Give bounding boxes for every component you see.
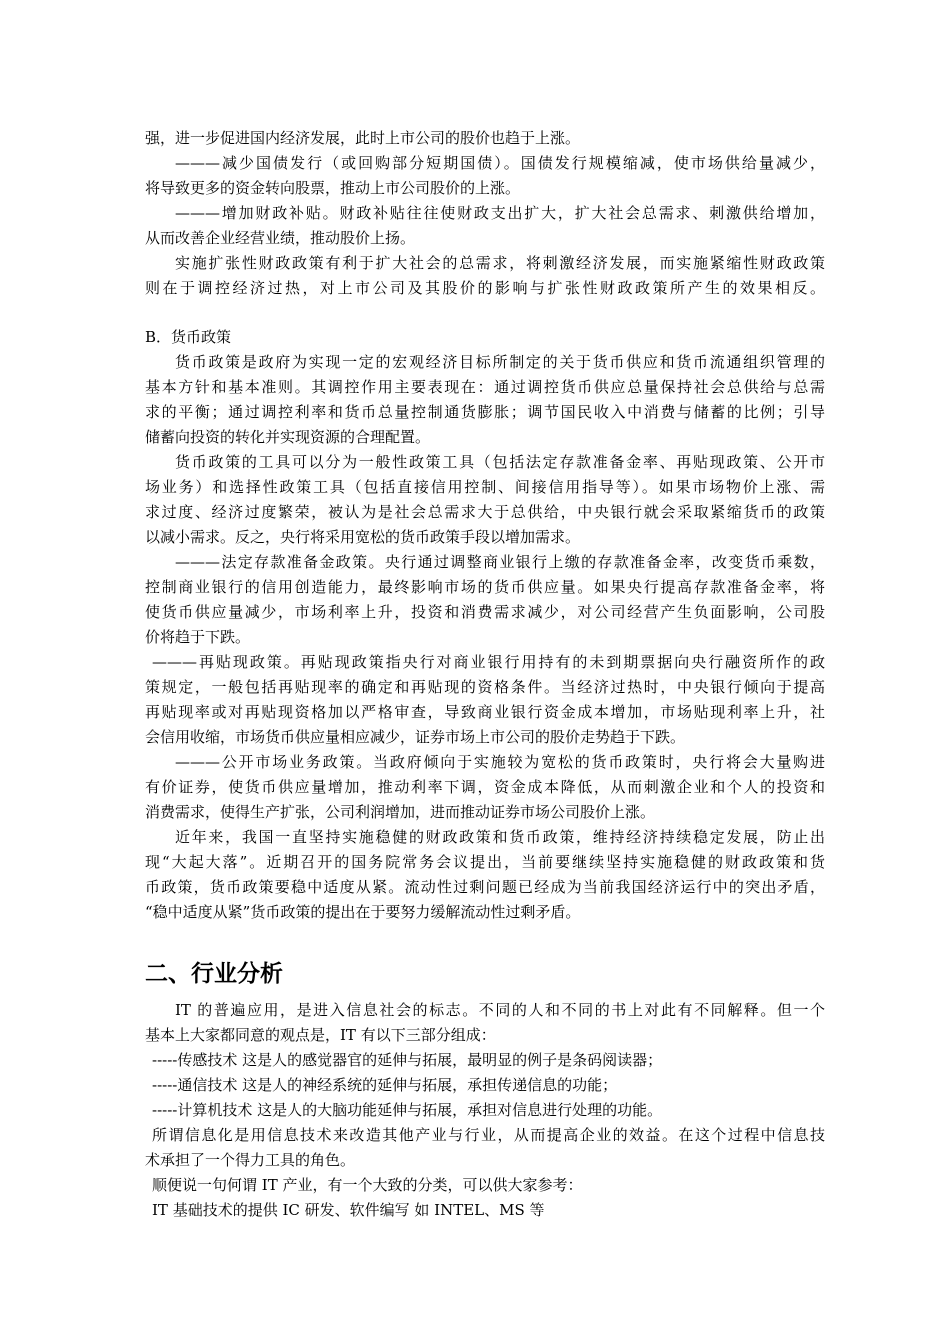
text-line: “稳中适度从紧”货币政策的提出在于要努力缓解流动性过剩矛盾。 <box>145 903 581 921</box>
section-heading: 二、行业分析 <box>145 961 283 987</box>
text-line: 价将趋于下跌。 <box>145 628 251 646</box>
text-line: 求过度、经济过度繁荣，被认为是社会总需求大于总供给，中央银行就会采取紧缩货币的政策 <box>145 503 825 521</box>
text-line: ———减少国债发行（或回购部分短期国债）。国债发行规模缩减，使市场供给量减少， <box>175 154 825 172</box>
text-line: 从而改善企业经营业绩，推动股价上扬。 <box>145 229 416 247</box>
text-line: IT 的普遍应用，是进入信息社会的标志。不同的人和不同的书上对此有不同解释。但一个 <box>175 1001 825 1019</box>
text-line: 再贴现率或对再贴现资格加以严格审查，导致商业银行资金成本增加，市场贴现利率上升，社 <box>145 703 825 721</box>
text-line: 储蓄向投资的转化并实现资源的合理配置。 <box>145 428 431 446</box>
text-line: 策规定，一般包括再贴现率的确定和再贴现的资格条件。当经济过热时，中央银行倾向于提高 <box>145 678 825 696</box>
text-line: ———法定存款准备金政策。央行通过调整商业银行上缴的存款准备金率，改变货币乘数， <box>175 553 825 571</box>
text-line: 有价证券，使货币供应量增加，推动利率下调，资金成本降低，从而刺激企业和个人的投资和 <box>145 778 825 796</box>
text-line: 会信用收缩，市场货币供应量相应减少，证券市场上市公司的股价走势趋于下跌。 <box>145 728 686 746</box>
text-line: 近年来，我国一直坚持实施稳健的财政政策和货币政策，维持经济持续稳定发展，防止出 <box>175 828 825 846</box>
text-line: 实施扩张性财政政策有利于扩大社会的总需求，将刺激经济发展，而实施紧缩性财政政策 <box>175 254 825 272</box>
text-line: 消费需求，使得生产扩张，公司利润增加，进而推动证券市场公司股价上涨。 <box>145 803 656 821</box>
text-line: 控制商业银行的信用创造能力，最终影响市场的货币供应量。如果央行提高存款准备金率，将 <box>145 578 825 596</box>
text-line: 所谓信息化是用信息技术来改造其他产业与行业，从而提高企业的效益。在这个过程中信息技 <box>152 1126 825 1144</box>
text-line: 货币政策的工具可以分为一般性政策工具（包括法定存款准备金率、再贴现政策、公开市 <box>175 453 825 471</box>
list-item: -----通信技术 这是人的神经系统的延伸与拓展，承担传递信息的功能； <box>152 1076 618 1094</box>
text-line: 现“大起大落”。近期召开的国务院常务会议提出，当前要继续坚持实施稳健的财政政策和货 <box>145 853 825 871</box>
text-line: 币政策，货币政策要稳中适度从紧。流动性过剩问题已经成为当前我国经济运行中的突出矛盾， <box>145 878 825 896</box>
section-label: B．货币政策 <box>145 328 232 346</box>
list-item: -----传感技术 这是人的感觉器官的延伸与拓展，最明显的例子是条码阅读器； <box>152 1051 663 1069</box>
text-line: 强，进一步促进国内经济发展，此时上市公司的股价也趋于上涨。 <box>145 129 581 147</box>
list-item: -----计算机技术 这是人的大脑功能延伸与拓展，承担对信息进行处理的功能。 <box>152 1101 663 1119</box>
text-line: 将导致更多的资金转向股票，推动上市公司股价的上涨。 <box>145 179 521 197</box>
text-line: ———再贴现政策。再贴现政策指央行对商业银行用持有的未到期票据向央行融资所作的政 <box>152 653 825 671</box>
text-line: 则在于调控经济过热，对上市公司及其股价的影响与扩张性财政政策所产生的效果相反。 <box>145 279 825 297</box>
text-line: 基本上大家都同意的观点是，IT 有以下三部分组成： <box>145 1026 496 1044</box>
text-line: 基本方针和基本准则。其调控作用主要表现在：通过调控货币供应总量保持社会总供给与总需 <box>145 378 825 396</box>
text-line: 术承担了一个得力工具的角色。 <box>145 1151 356 1169</box>
text-line: 求的平衡；通过调控利率和货币总量控制通货膨胀；调节国民收入中消费与储蓄的比例；引导 <box>145 403 825 421</box>
text-line: ———公开市场业务政策。当政府倾向于实施较为宽松的货币政策时，央行将会大量购进 <box>175 753 825 771</box>
text-line: 场业务）和选择性政策工具（包括直接信用控制、间接信用指导等）。如果市场物价上涨、需 <box>145 478 825 496</box>
text-line: IT 基础技术的提供 IC 研发、软件编写 如 INTEL、MS 等 <box>152 1201 545 1219</box>
text-line: 使货币供应量减少，市场利率上升，投资和消费需求减少，对公司经营产生负面影响，公司股 <box>145 603 825 621</box>
text-line: 货币政策是政府为实现一定的宏观经济目标所制定的关于货币供应和货币流通组织管理的 <box>175 353 825 371</box>
text-line: ———增加财政补贴。财政补贴往往使财政支出扩大，扩大社会总需求、刺激供给增加， <box>175 204 825 222</box>
text-line: 以减小需求。反之，央行将采用宽松的货币政策手段以增加需求。 <box>145 528 581 546</box>
text-line: 顺便说一句何谓 IT 产业，有一个大致的分类，可以供大家参考： <box>152 1176 583 1194</box>
